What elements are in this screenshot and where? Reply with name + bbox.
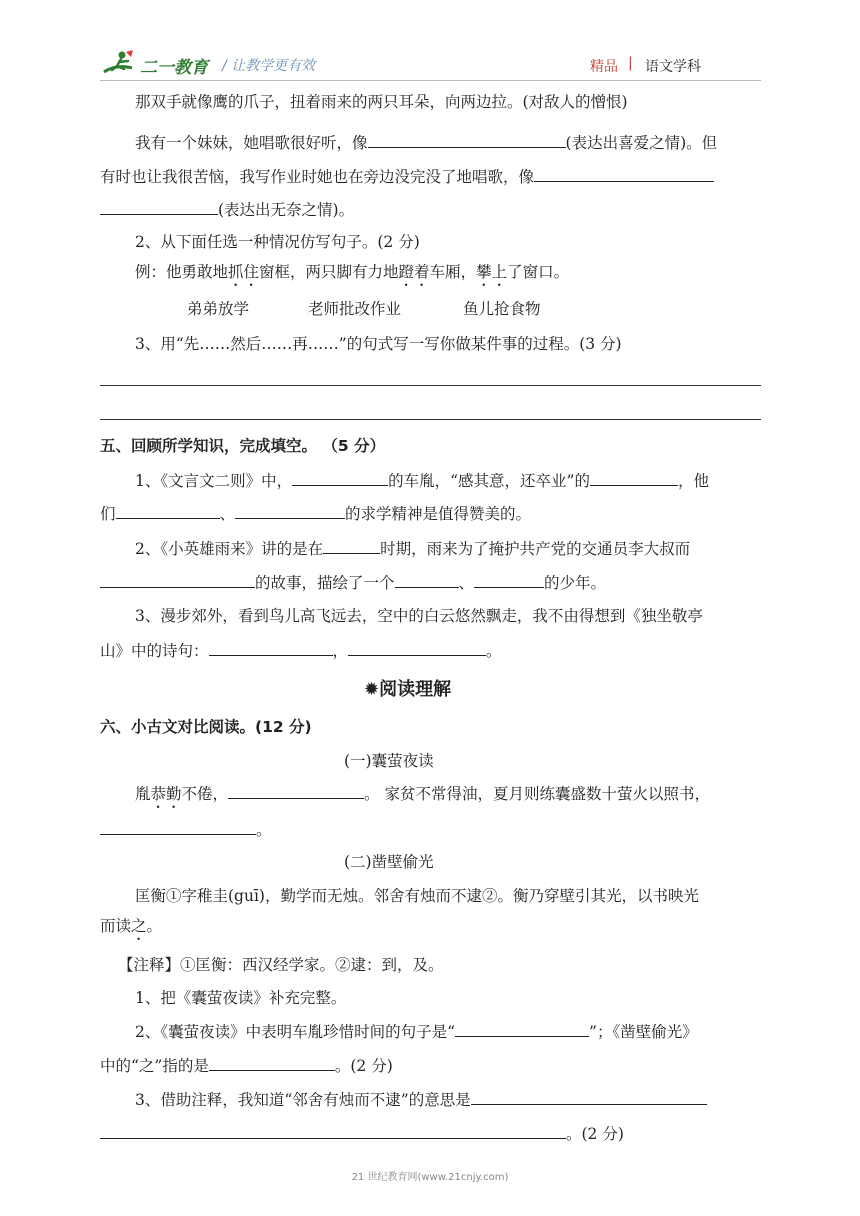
text-line: 。	[100, 819, 272, 840]
text-line: 1、《文言文二则》中， 的车胤，“感其意，还卒业”的 ，他	[135, 472, 709, 490]
text-line: 匡衡①字稚圭(guī)，勤学而无烛。邻舍有烛而不逮②。衡乃穿壁引其光，以书映光	[135, 887, 699, 905]
text-line: 。(2 分)	[100, 1123, 624, 1144]
text-line: 3、借助注释，我知道“邻舍有烛而不逮”的意思是	[135, 1089, 707, 1110]
blank[interactable]	[590, 470, 678, 486]
text-line: 而读之。	[100, 917, 163, 935]
blank[interactable]	[534, 166, 714, 182]
header-quality: 精品	[590, 59, 618, 75]
text-line: 们 、 的求学精神是值得赞美的。	[100, 505, 532, 523]
text-line: 山》中的诗句： ， 。	[100, 642, 502, 660]
text-line: (表达出无奈之情)。	[100, 199, 354, 220]
page-footer: 21 世纪教育网(www.21cnjy.com)	[351, 1172, 509, 1183]
text-line: 那双手就像鹰的爪子，扭着雨来的两只耳朵，向两边拉。(对敌人的憎恨)	[135, 93, 628, 111]
blank[interactable]	[100, 819, 256, 835]
option-2: 老师批改作业	[308, 300, 402, 318]
blank[interactable]	[455, 1021, 589, 1037]
header-rule	[100, 80, 761, 81]
logo-text: 二一教育	[140, 58, 208, 78]
text-line: 2、《囊萤夜读》中表明车胤珍惜时间的句子是“ ”；《凿壁偷光》	[135, 1023, 698, 1041]
blank[interactable]	[292, 470, 388, 486]
header-subject: 语文学科	[645, 59, 701, 75]
question: 2、从下面任选一种情况仿写句子。(2 分)	[135, 233, 420, 251]
passage-title: (一)囊萤夜读	[344, 752, 434, 770]
annotation-note: 【注释】①匡衡：西汉经学家。②逮：到，及。	[118, 956, 444, 974]
blank[interactable]	[209, 1055, 335, 1071]
text-line: 我有一个妹妹，她唱歌很好听，像 (表达出喜爱之情)。但	[135, 134, 718, 152]
text-line: 3、漫步郊外，看到鸟儿高飞远去，空中的白云悠然飘走，我不由得想到《独坐敬亭	[135, 607, 703, 625]
blank[interactable]	[368, 132, 566, 148]
answer-line[interactable]	[100, 385, 761, 386]
blank[interactable]	[474, 572, 544, 588]
passage-title: (二)凿壁偷光	[344, 853, 434, 871]
question: 1、把《囊萤夜读》补充完整。	[135, 989, 347, 1007]
blank[interactable]	[471, 1089, 707, 1105]
answer-line[interactable]	[100, 419, 761, 420]
section-title: 五、回顾所学知识，完成填空。 （5 分）	[100, 437, 386, 455]
blank[interactable]	[235, 503, 345, 519]
option-1: 弟弟放学	[187, 300, 250, 318]
section-title: 六、小古文对比阅读。(12 分)	[100, 718, 312, 736]
blank[interactable]	[323, 538, 380, 554]
header-separator: |	[628, 55, 633, 71]
blank[interactable]	[100, 572, 255, 588]
option-3: 鱼儿抢食物	[463, 300, 541, 318]
blank[interactable]	[348, 640, 486, 656]
text-line: 胤恭勤不倦， 。 家贫不常得油，夏月则练囊盛数十萤火以照书，	[135, 785, 710, 803]
question: 3、用“先……然后……再……”的句式写一写你做某件事的过程。(3 分)	[135, 335, 622, 353]
header-slogan: / 让教学更有效	[222, 58, 316, 74]
text-line: 的故事，描绘了一个 、 的少年。	[100, 572, 606, 593]
blank[interactable]	[209, 640, 333, 656]
text-line: 有时也让我很苦恼，我写作业时她也在旁边没完没了地唱歌，像	[100, 166, 714, 187]
logo-icon	[102, 50, 136, 76]
text-line: 2、《小英雄雨来》讲的是在 时期，雨来为了掩护共产党的交通员李大叔而	[135, 540, 691, 558]
blank[interactable]	[228, 783, 364, 799]
blank[interactable]	[100, 199, 218, 215]
blank[interactable]	[100, 1123, 566, 1139]
example-sentence: 例：他勇敢地抓住窗框，两只脚有力地蹬着车厢，攀上了窗口。	[135, 263, 570, 281]
reading-heading: ✹阅读理解	[364, 679, 452, 700]
text-line: 中的“之”指的是 。(2 分)	[100, 1057, 393, 1075]
blank[interactable]	[116, 503, 220, 519]
blank[interactable]	[395, 572, 459, 588]
